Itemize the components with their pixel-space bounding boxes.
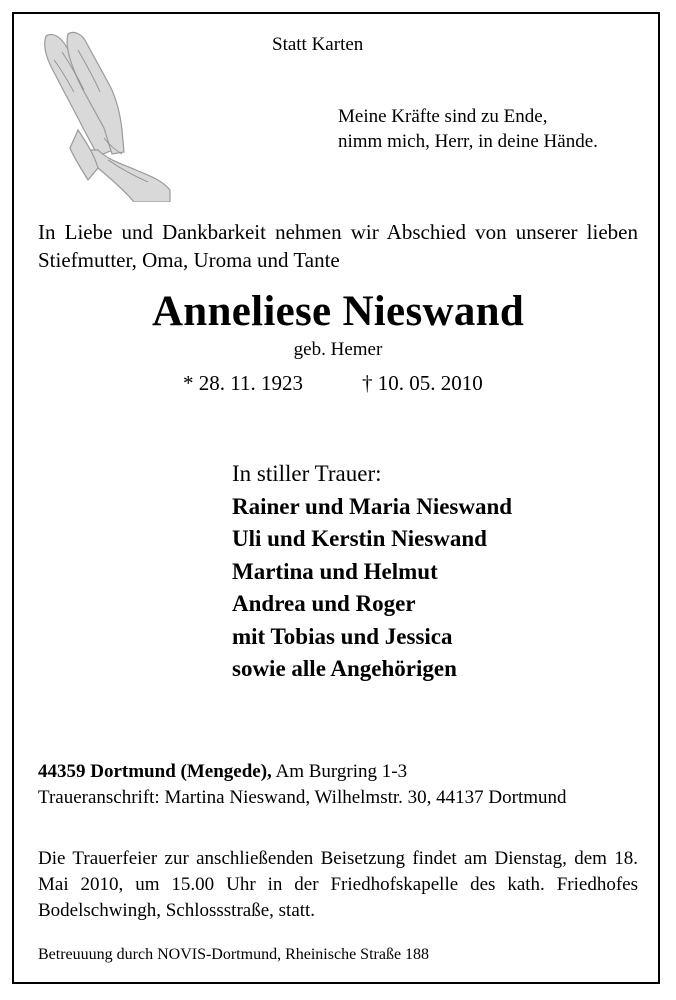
city: 44359 Dortmund (Mengede), xyxy=(38,761,272,782)
mourner-name: Andrea und Roger xyxy=(232,591,416,616)
street: Am Burgring 1-3 xyxy=(275,761,408,782)
verse xyxy=(338,104,598,154)
maiden-name: geb. Hemer xyxy=(293,339,383,360)
home-address xyxy=(38,759,567,785)
deceased-name: Anneliese Nieswand xyxy=(151,288,525,335)
mourning-address: Traueranschrift: Martina Nieswand, Wilhelmstr. 30, 44137 Dortmund xyxy=(38,787,567,808)
mourner-name: mit Tobias und Jessica xyxy=(232,623,453,649)
mourners-block xyxy=(232,458,512,686)
statt-karten: Statt Karten xyxy=(272,34,364,55)
verse-line: nimm mich, Herr, in deine Hände. xyxy=(338,131,598,152)
mourner-name: sowie alle Angehörigen xyxy=(232,656,457,681)
birth-date: * 28. 11. 1923 xyxy=(183,371,303,395)
death-date: † 10. 05. 2010 xyxy=(362,371,483,395)
intro-text: In Liebe und Dankbarkeit nehmen wir Abschied von unserer lieben Stiefmutter, Oma, Uroma und Tante xyxy=(38,220,638,272)
service-info: Die Trauerfeier zur anschließenden Beisetzung findet am Dienstag, dem 18. Mai 2010, um 15.00 Uhr in der Friedhofskapelle des kath. Friedhofes Bodelschwingh, Schlossstraße, statt. xyxy=(38,848,638,921)
mourner-name: Martina und Helmut xyxy=(232,558,438,584)
address-block xyxy=(38,759,567,811)
verse-line: Meine Kräfte sind zu Ende, xyxy=(338,106,548,127)
praying-hands-icon xyxy=(38,30,173,202)
mourners-label: In stiller Trauer: xyxy=(232,461,382,486)
funeral-care-note: Betreuuung durch NOVIS-Dortmund, Rheinische Straße 188 xyxy=(38,946,430,963)
mourner-name: Rainer und Maria Nieswand xyxy=(232,493,513,519)
mourner-name: Uli und Kerstin Nieswand xyxy=(232,526,487,551)
